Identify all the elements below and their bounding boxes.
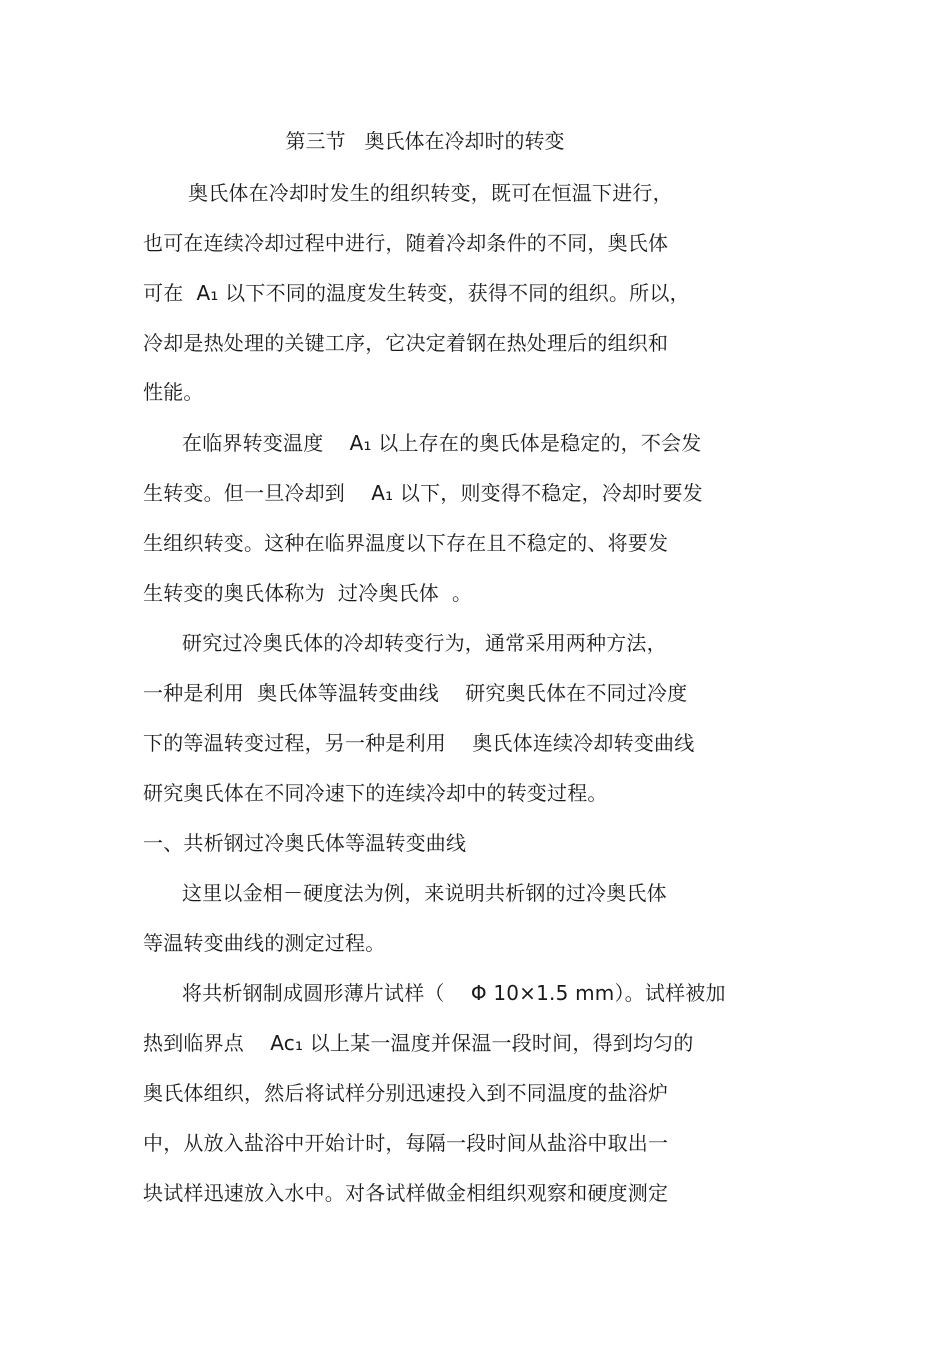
subsection-heading: 一、共析钢过冷奥氏体等温转变曲线	[143, 831, 467, 855]
paragraph-line: 等温转变曲线的测定过程。	[143, 931, 386, 955]
paragraph-line: 奥氏体组织，然后将试样分别迅速投入到不同温度的盐浴炉	[143, 1081, 669, 1105]
paragraph-line: 中，从放入盐浴中开始计时，每隔一段时间从盐浴中取出一	[143, 1131, 669, 1155]
paragraph-line: 块试样迅速放入水中。对各试样做金相组织观察和硬度测定	[143, 1181, 669, 1205]
paragraph-line: 生组织转变。这种在临界温度以下存在且不稳定的、将要发	[143, 531, 669, 555]
paragraph-line: 性能。	[143, 380, 204, 404]
paragraph-line: 冷却是热处理的关键工序，它决定着钢在热处理后的组织和	[143, 331, 669, 355]
paragraph-line: 一种是利用 奥氏体等温转变曲线 研究奥氏体在不同过冷度	[143, 681, 688, 705]
paragraph-line: 下的等温转变过程，另一种是利用 奥氏体连续冷却转变曲线	[143, 731, 695, 755]
paragraph-line: 热到临界点 Ac₁ 以上某一温度并保温一段时间，得到均匀的	[143, 1031, 694, 1055]
paragraph-line: 在临界转变温度 A₁ 以上存在的奥氏体是稳定的，不会发	[182, 431, 702, 455]
paragraph-line: 可在 A₁ 以下不同的温度发生转变，获得不同的组织。所以，	[143, 281, 690, 305]
paragraph-line: 研究过冷奥氏体的冷却转变行为，通常采用两种方法，	[182, 631, 667, 655]
paragraph-line: 将共析钢制成圆形薄片试样（ Φ 10×1.5 mm）。试样被加	[182, 981, 726, 1005]
paragraph-line: 这里以金相－硬度法为例，来说明共析钢的过冷奥氏体	[182, 881, 667, 905]
paragraph-line: 奥氏体在冷却时发生的组织转变，既可在恒温下进行，	[188, 181, 673, 205]
paragraph-line: 研究奥氏体在不同冷速下的连续冷却中的转变过程。	[143, 781, 608, 805]
paragraph-line: 生转变。但一旦冷却到 A₁ 以下，则变得不稳定，冷却时要发	[143, 481, 703, 505]
paragraph-line: 也可在连续冷却过程中进行，随着冷却条件的不同，奥氏体	[143, 231, 669, 255]
section-title: 第三节 奥氏体在冷却时的转变	[285, 129, 565, 153]
paragraph-line: 生转变的奥氏体称为 过冷奥氏体 。	[143, 581, 473, 605]
